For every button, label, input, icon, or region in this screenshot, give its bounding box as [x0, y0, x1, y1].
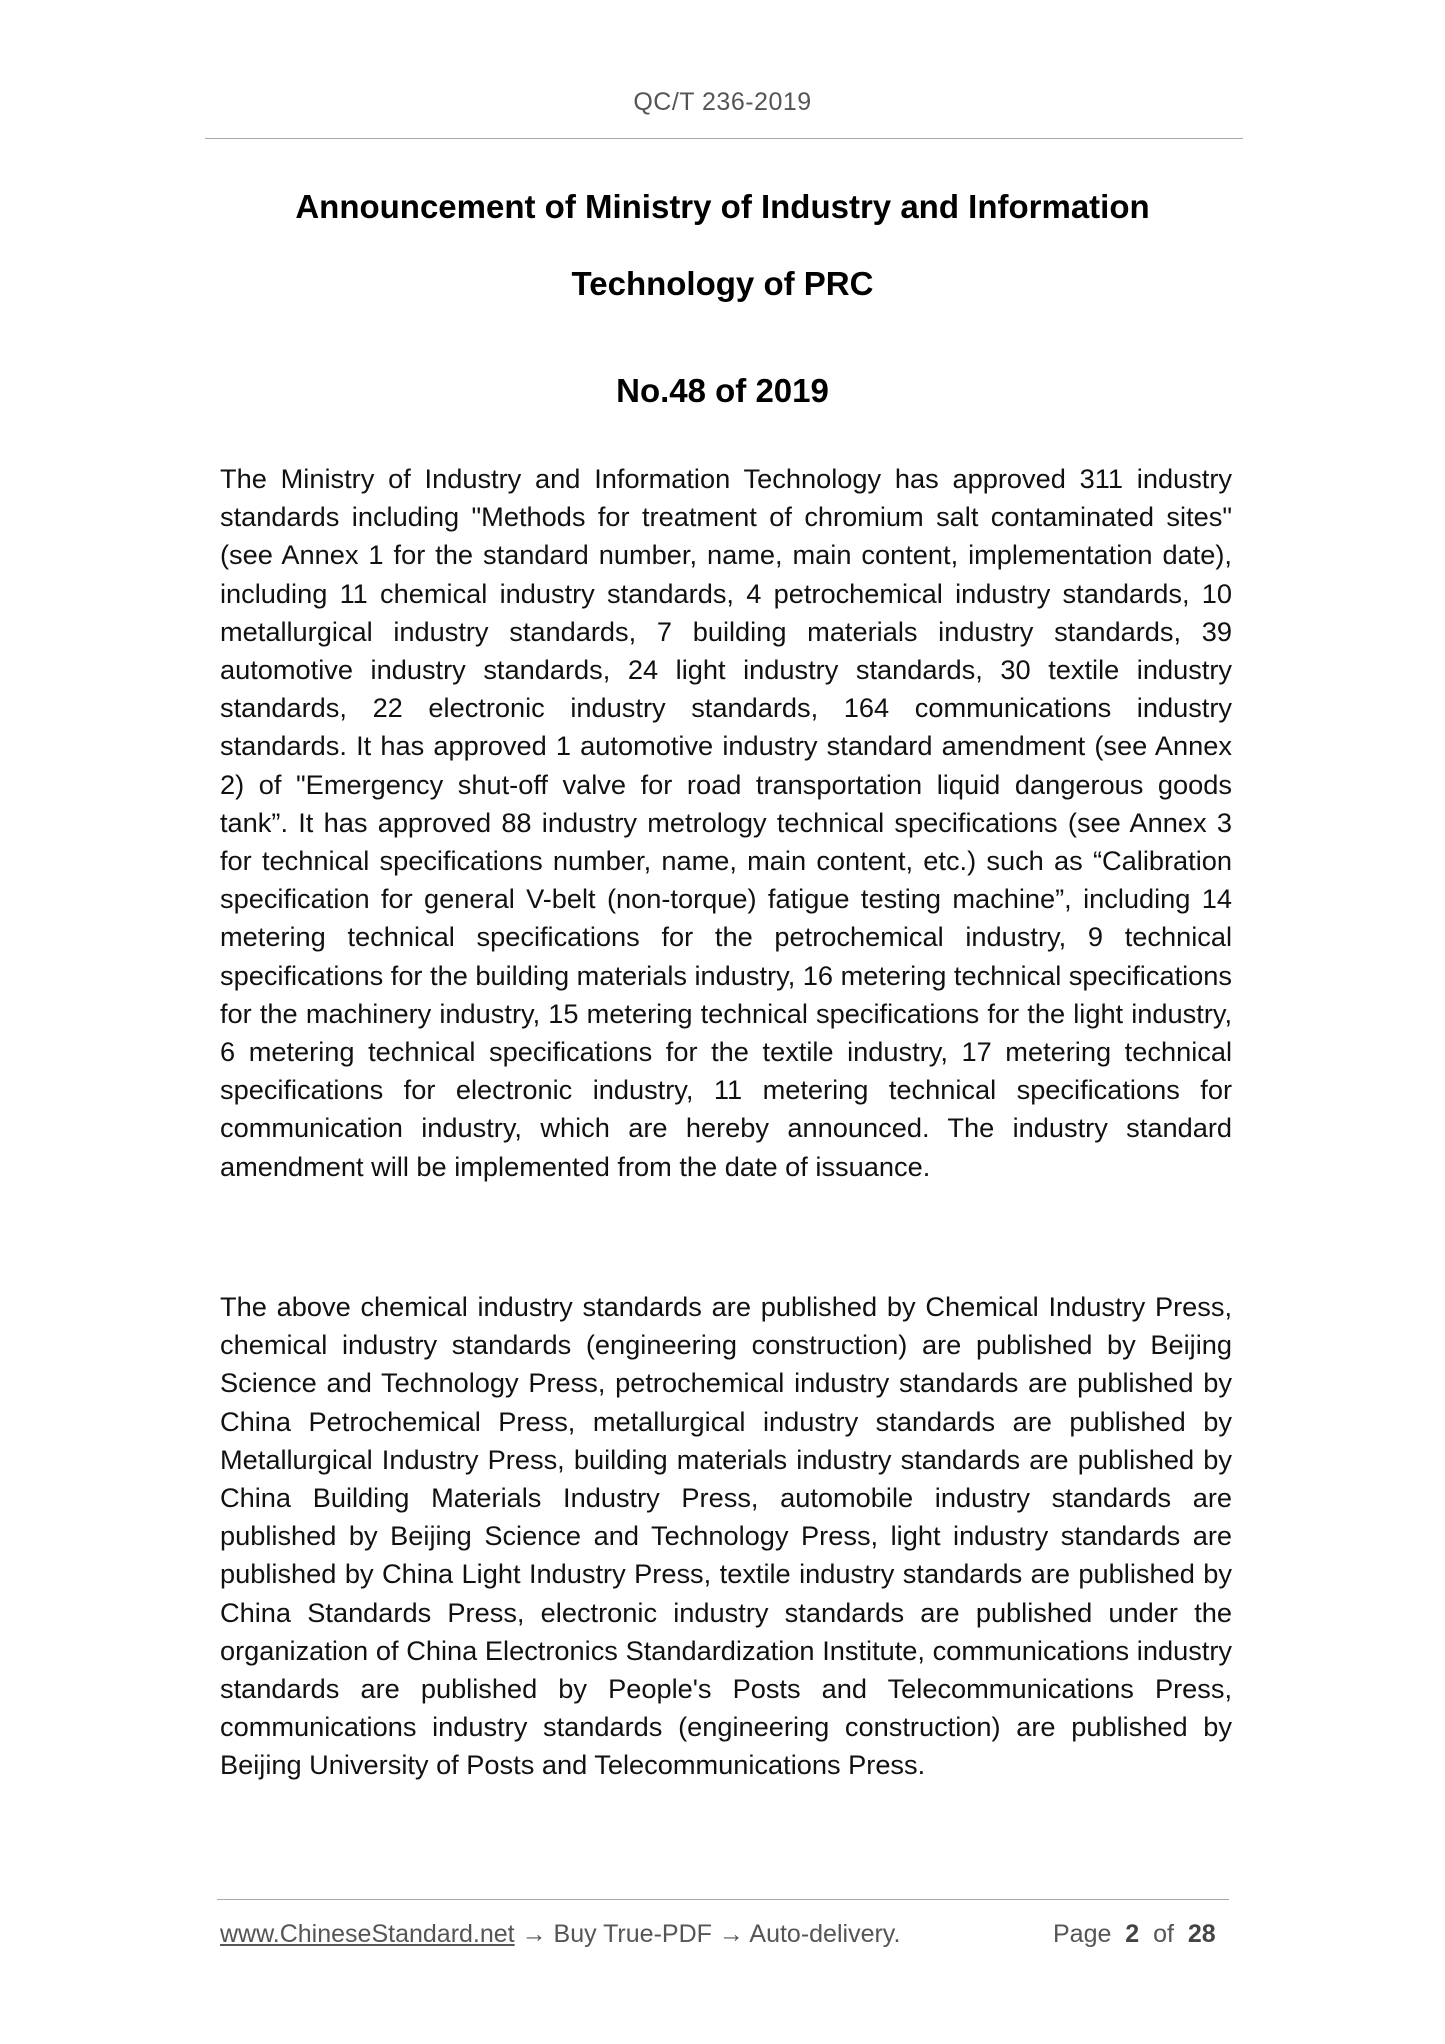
announcement-title-line-2: Technology of PRC	[571, 265, 874, 302]
website-link[interactable]: www.ChineseStandard.net	[220, 1920, 515, 1948]
page-indicator	[1053, 1920, 1216, 1949]
document-code-header: QC/T 236-2019	[633, 88, 812, 116]
header-divider	[205, 138, 1243, 139]
page-total: 28	[1187, 1920, 1216, 1948]
footer-tagline: → Buy True-PDF → Auto-delivery.	[514, 1920, 901, 1948]
body-paragraph-approvals: The Ministry of Industry and Information Technology has approved 311 industry standards including "Methods for treatment of chromium salt contaminated sites" (see Annex 1 for the standard number, name, main content, implementation date), including 11 chemical industry standards, 4 petrochemical industry standards, 10 metallurgical industry standards, 7 building materials industry standards, 39 automotive industry standards, 24 light industry standards, 30 textile industry standards, 22 electronic industry standards, 164 communications industry standards. It has approved 1 automotive industry standard amendment (see Annex 2) of "Emergency shut-off valve for road transportation liquid dangerous goods tank”. It has approved 88 industry metrology technical specifications (see Annex 3 for technical specifications number, name, main content, etc.) such as “Calibration specification for general V-belt (non-torque) fatigue testing machine”, including 14 metering technical specifications for the petrochemical industry, 9 technical specifications for the building materials industry, 16 metering technical specifications for the machinery industry, 15 metering technical specifications for the light industry, 6 metering technical specifications for the textile industry, 17 metering technical specifications for electronic industry, 11 metering technical specifications for communication industry, which are hereby announced. The industry standard amendment will be implemented from the date of issuance.	[220, 463, 1232, 1182]
page-current: 2	[1125, 1920, 1140, 1948]
page-label: Page	[1053, 1920, 1112, 1948]
footer-promo	[220, 1920, 900, 1949]
announcement-number: No.48 of 2019	[616, 372, 829, 409]
page-of-label: of	[1153, 1920, 1174, 1948]
announcement-title-line-1: Announcement of Ministry of Industry and Information	[295, 188, 1150, 225]
footer-divider	[217, 1899, 1229, 1900]
body-paragraph-publishers: The above chemical industry standards are published by Chemical Industry Press, chemical industry standards (engineering construction) are published by Beijing Science and Technology Press, petrochemical industry standards are published by China Petrochemical Press, metallurgical industry standards are published by Metallurgical Industry Press, building materials industry standards are published by China Building Materials Industry Press, automobile industry standards are published by Beijing Science and Technology Press, light industry standards are published by China Light Industry Press, textile industry standards are published by China Standards Press, electronic industry standards are published under the organization of China Electronics Standardization Institute, communications industry standards are published by People's Posts and Telecommunications Press, communications industry standards (engineering construction) are published by Beijing University of Posts and Telecommunications Press.	[220, 1291, 1232, 1781]
